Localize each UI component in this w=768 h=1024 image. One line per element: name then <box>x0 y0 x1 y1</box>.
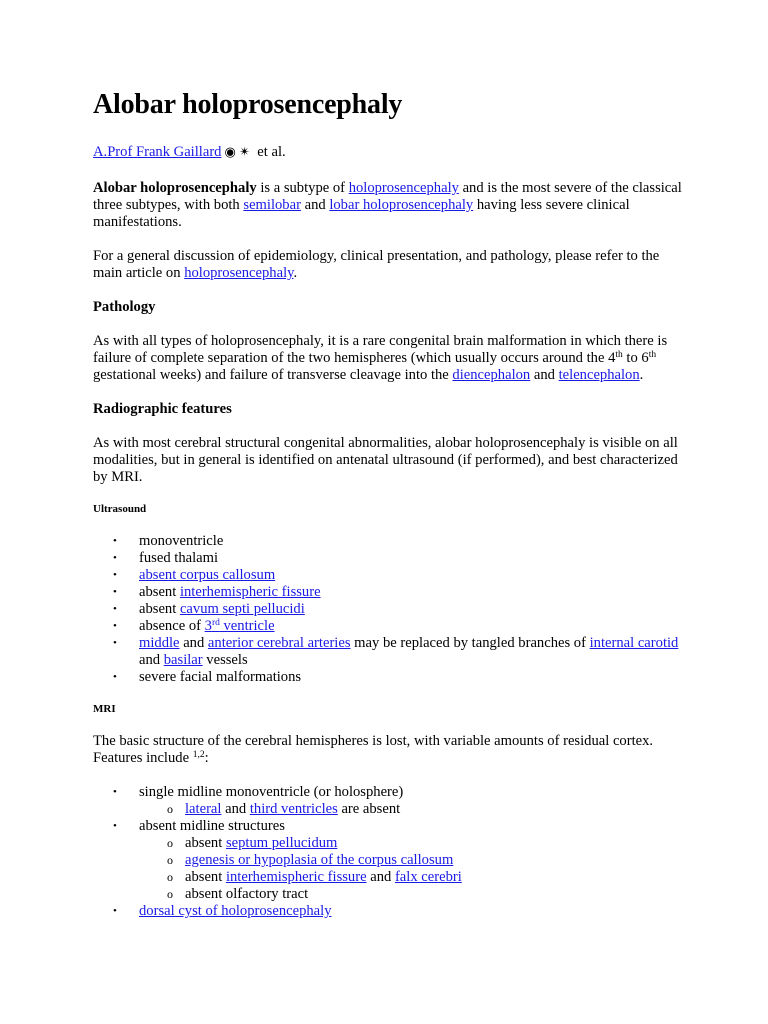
list-item-text: monoventricle <box>139 533 224 549</box>
holoprosencephaly-main-link[interactable]: holoprosencephaly <box>184 265 294 281</box>
interhemispheric-fissure-link[interactable]: interhemispheric fissure <box>179 584 321 600</box>
intro-paragraph <box>93 180 683 231</box>
list-item <box>93 618 683 635</box>
third-ventricle-link[interactable] <box>205 618 275 634</box>
article <box>93 88 683 920</box>
lateral-link[interactable]: lateral <box>185 801 222 817</box>
list-item <box>93 903 683 920</box>
interhemispheric-fissure-link[interactable]: interhemispheric fissure <box>225 869 367 885</box>
third-ventricles-link[interactable]: third ventricles <box>249 801 338 817</box>
list-item-text: and <box>179 635 208 651</box>
list-item <box>93 635 683 669</box>
list-item-text: may be replaced by tangled branches of <box>350 635 590 651</box>
pathology-text: and <box>530 367 559 383</box>
mri-list <box>93 784 683 920</box>
author-badge-icons: ◉ ✴ <box>224 144 250 159</box>
list-item <box>93 533 683 550</box>
list-item-text: absent <box>185 869 226 885</box>
mri-heading: MRI <box>93 703 116 715</box>
cavum-septi-pellucidi-link[interactable]: cavum septi pellucidi <box>179 601 305 617</box>
sub-list-item <box>139 869 683 886</box>
superscript: th <box>648 350 657 360</box>
list-item-text: and <box>139 652 164 668</box>
list-item-text: absence of <box>139 618 205 634</box>
superscript: th <box>615 350 623 360</box>
list-item <box>93 669 683 686</box>
diencephalon-link[interactable]: diencephalon <box>452 367 531 383</box>
author-link[interactable]: A.Prof Frank Gaillard <box>93 144 222 160</box>
list-item <box>93 567 683 584</box>
list-item-text: single midline monoventricle (or holosphere) <box>139 784 404 800</box>
intro-text: and is the most severe of the classical three subtypes, with both <box>93 180 682 213</box>
list-item-text: and <box>366 869 395 885</box>
intro-text: is a subtype of <box>256 180 349 196</box>
reference-superscript: 1,2 <box>192 750 205 760</box>
sub-list-item <box>139 852 683 869</box>
radiographic-paragraph: As with most cerebral structural congenital abnormalities, alobar holoprosencephaly is visible on all modalities, but in general is identified on antenatal ultrasound (if performed), and best characterized by MRI. <box>93 435 678 485</box>
list-item <box>93 550 683 567</box>
list-item-text: are absent <box>337 801 401 817</box>
et-al-text: et al. <box>257 144 286 160</box>
intro-term: Alobar holoprosencephaly <box>93 180 257 196</box>
list-item-text: and <box>221 801 250 817</box>
mri-paragraph <box>93 733 683 767</box>
list-item-text: absent <box>139 584 180 600</box>
mri-text: : <box>204 750 209 766</box>
list-item-text: vessels <box>202 652 248 668</box>
dorsal-cyst-link[interactable]: dorsal cyst of holoprosencephaly <box>139 903 332 919</box>
pathology-text: to 6 <box>622 350 649 366</box>
list-item-text: absent <box>185 835 226 851</box>
superscript: rd <box>211 618 220 628</box>
list-item-text: absent <box>139 601 180 617</box>
pathology-text: . <box>639 367 644 383</box>
sub-list-item <box>139 801 683 818</box>
general-text: For a general discussion of epidemiology, clinical presentation, and pathology, please refer to the main article on <box>93 248 660 281</box>
link-text: ventricle <box>219 618 275 634</box>
ultrasound-heading: Ultrasound <box>93 503 147 515</box>
holoprosencephaly-link[interactable]: holoprosencephaly <box>348 180 459 196</box>
page-title: Alobar holoprosencephaly <box>93 89 403 120</box>
sub-list <box>139 835 683 903</box>
intro-text: and <box>300 197 330 213</box>
sub-list <box>139 801 683 818</box>
list-item <box>93 818 683 903</box>
sub-list-item <box>139 886 683 903</box>
list-item-text: absent midline structures <box>139 818 285 834</box>
sub-list-item <box>139 835 683 852</box>
link-text: 3 <box>204 618 212 634</box>
internal-carotid-link[interactable]: internal carotid <box>589 635 679 651</box>
corpus-callosum-agenesis-link[interactable]: agenesis or hypoplasia of the corpus callosum <box>185 852 454 868</box>
general-text: . <box>293 265 298 281</box>
list-item <box>93 584 683 601</box>
telencephalon-link[interactable]: telencephalon <box>558 367 640 383</box>
list-item-text: severe facial malformations <box>139 669 302 685</box>
pathology-heading: Pathology <box>93 299 156 315</box>
absent-corpus-callosum-link[interactable]: absent corpus callosum <box>139 567 276 583</box>
list-item-text: absent olfactory tract <box>185 886 309 902</box>
lobar-holoprosencephaly-link[interactable]: lobar holoprosencephaly <box>329 197 474 213</box>
list-item-text: fused thalami <box>139 550 219 566</box>
list-item <box>93 784 683 818</box>
semilobar-link[interactable]: semilobar <box>243 197 301 213</box>
falx-cerebri-link[interactable]: falx cerebri <box>394 869 462 885</box>
pathology-text: gestational weeks) and failure of transverse cleavage into the <box>93 367 453 383</box>
anterior-cerebral-arteries-link[interactable]: anterior cerebral arteries <box>207 635 351 651</box>
radiographic-heading: Radiographic features <box>93 401 232 417</box>
middle-link[interactable]: middle <box>139 635 180 651</box>
septum-pellucidum-link[interactable]: septum pellucidum <box>225 835 338 851</box>
basilar-link[interactable]: basilar <box>163 652 203 668</box>
author-line <box>93 143 683 161</box>
pathology-paragraph <box>93 333 683 384</box>
ultrasound-list <box>93 533 683 686</box>
list-item <box>93 601 683 618</box>
intro-text: having less severe clinical manifestations. <box>93 197 630 230</box>
general-paragraph <box>93 248 683 282</box>
pathology-text: As with all types of holoprosencephaly, it is a rare congenital brain malformation in which there is failure of complete separation of the two hemispheres (which usually occurs around the 4 <box>93 333 668 366</box>
mri-text: The basic structure of the cerebral hemispheres is lost, with variable amounts of residual cortex. Features include <box>93 733 654 766</box>
